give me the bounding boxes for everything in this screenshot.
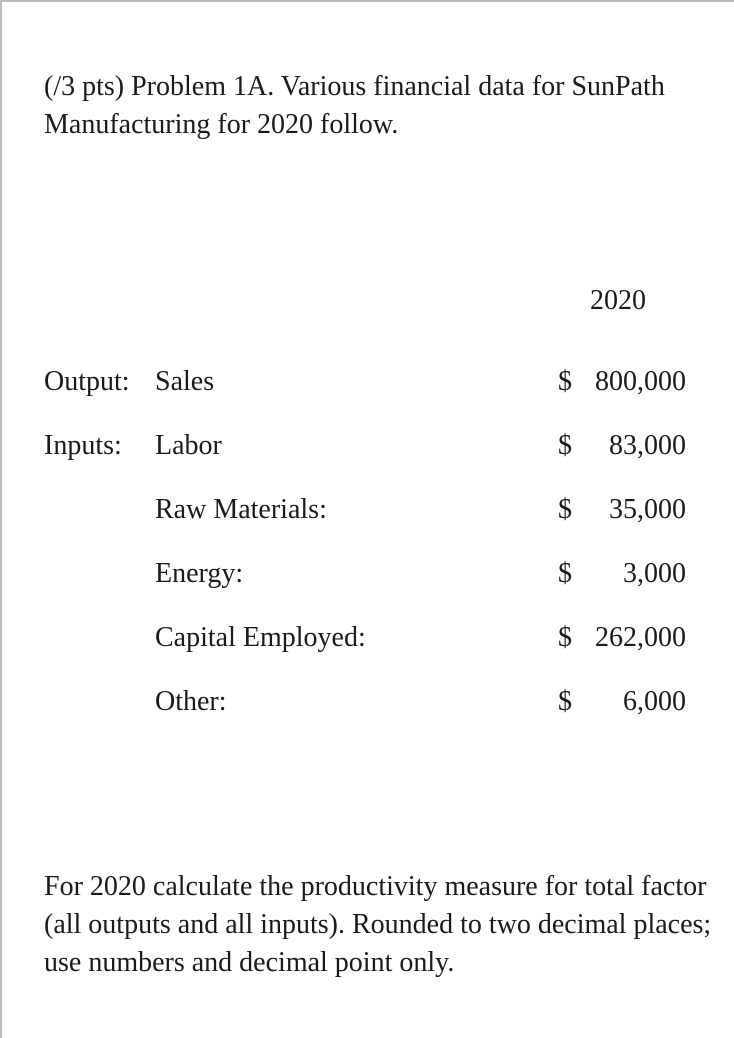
amount-energy: 3,000: [623, 558, 686, 589]
problem-intro: (/3 pts) Problem 1A. Various financial data for SunPath Manufacturing for 2020 follow.: [44, 71, 665, 140]
frame-top-border: [0, 0, 734, 2]
row-label-energy: Energy:: [155, 558, 244, 589]
currency-energy: $: [558, 558, 572, 589]
problem-question: For 2020 calculate the productivity measure for total factor (all outputs and all inputs). Rounded to two decimal places; use numbers and decimal point only.: [44, 871, 712, 978]
row-label-capital-employed: Capital Employed:: [155, 622, 366, 653]
row-label-other: Other:: [155, 686, 227, 717]
row-label-sales: Sales: [155, 366, 215, 397]
amount-labor: 83,000: [609, 430, 686, 461]
currency-raw-materials: $: [558, 494, 572, 525]
row-label-labor: Labor: [155, 430, 222, 461]
currency-capital-employed: $: [558, 622, 572, 653]
frame-left-border: [0, 0, 2, 1038]
amount-raw-materials: 35,000: [609, 494, 686, 525]
row-label-raw-materials: Raw Materials:: [155, 494, 327, 525]
amount-sales: 800,000: [595, 366, 686, 397]
amount-capital-employed: 262,000: [595, 622, 686, 653]
group-label-inputs: Inputs:: [44, 430, 122, 461]
currency-labor: $: [558, 430, 572, 461]
amount-other: 6,000: [623, 686, 686, 717]
currency-sales: $: [558, 366, 572, 397]
currency-other: $: [558, 686, 572, 717]
group-label-output: Output:: [44, 366, 130, 397]
year-column-header: 2020: [590, 285, 646, 316]
